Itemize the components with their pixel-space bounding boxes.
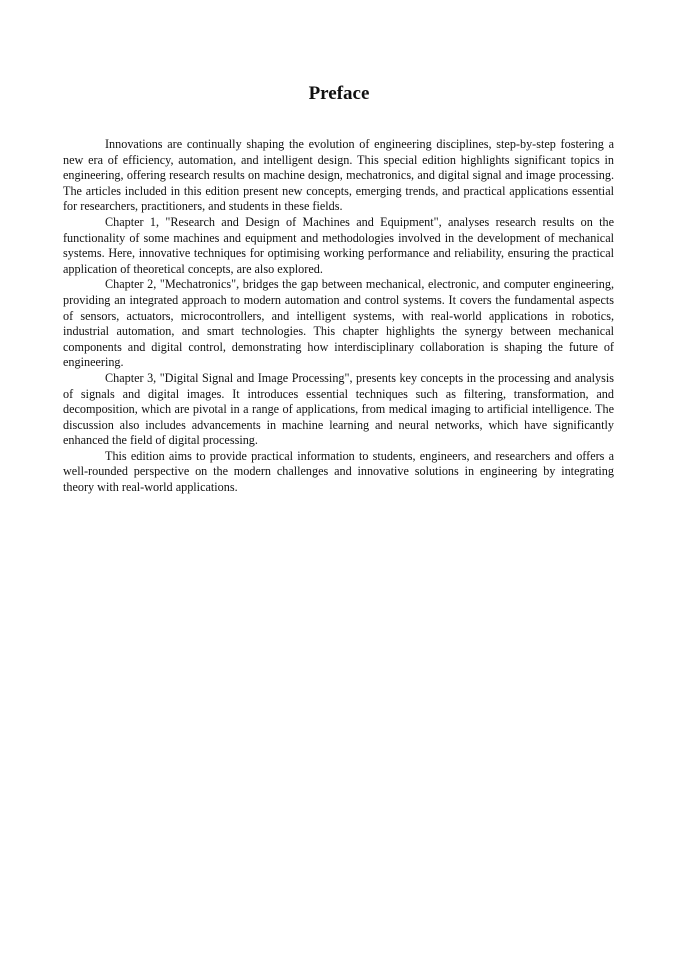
- paragraph-conclusion: This edition aims to provide practical information to students, engineers, and researchers and offers a well-rounded perspective on the modern challenges and innovative solutions in engineering by integrating theory with real-world applications.: [63, 448, 614, 495]
- page-title: Preface: [308, 83, 370, 104]
- paragraph-chapter-2: Chapter 2, "Mechatronics", bridges the gap between mechanical, electronic, and computer engineering, providing an integrated approach to modern automation and control systems. It covers the fundamental aspects of sensors, actuators, microcontrollers, and intelligent systems, with real-world applications in robotics, industrial automation, and smart technologies. This chapter highlights the synergy between mechanical components and digital control, demonstrating how interdisciplinary collaboration is shaping the future of engineering.: [63, 277, 614, 370]
- paragraph-chapter-1: Chapter 1, "Research and Design of Machines and Equipment", analyses research results on the functionality of some machines and equipment and methodologies involved in the development of mechanical systems. Here, innovative techniques for optimising working performance and reliability, ensuring the practical application of theoretical concepts, are also explored.: [63, 214, 614, 276]
- preface-body: [63, 137, 614, 496]
- paragraph-chapter-3: Chapter 3, "Digital Signal and Image Processing", presents key concepts in the processing and analysis of signals and digital images. It introduces essential techniques such as filtering, transformation, and decomposition, which are pivotal in a range of applications, from medical imaging to artificial intelligence. The discussion also includes advancements in machine learning and neural networks, which have significantly enhanced the field of digital processing.: [63, 370, 614, 448]
- paragraph-intro: Innovations are continually shaping the evolution of engineering disciplines, step-by-step fostering a new era of efficiency, automation, and intelligent design. This special edition highlights significant topics in engineering, offering research results on machine design, mechatronics, and digital signal and image processing. The articles included in this edition present new concepts, emerging trends, and practical applications essential for researchers, practitioners, and students in these fields.: [63, 137, 614, 214]
